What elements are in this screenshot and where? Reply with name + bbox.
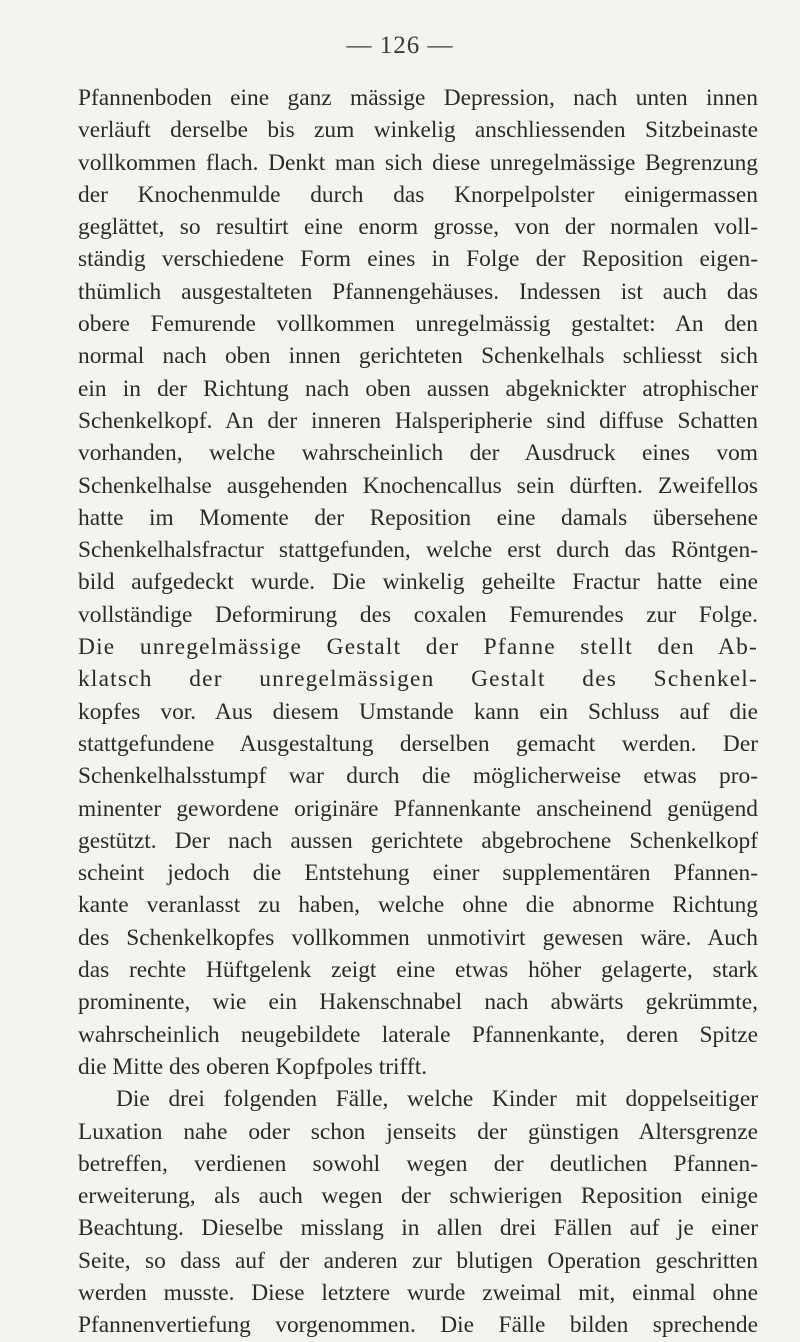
text-line: Pfannenboden eine ganz mässige Depression, nach unten innen: [78, 85, 758, 111]
text-line: thümlich ausgestalteten Pfannengehäuses. Indessen ist auch das: [78, 278, 758, 305]
text-line: werden musste. Diese letztere wurde zweimal mit, einmal ohne: [78, 1279, 758, 1306]
text-line: Pfannenvertiefung vorgenommen. Die Fälle bilden sprechende: [78, 1312, 758, 1339]
text-line: das rechte Hüftgelenk zeigt eine etwas höher gelagerte, stark: [78, 957, 758, 984]
text-line: die Mitte des oberen Kopfpoles trifft.: [78, 1053, 428, 1080]
text-line: des Schenkelkopfes vollkommen unmotivirt gewesen wäre. Auch: [78, 924, 758, 951]
text-line: vorhanden, welche wahrscheinlich der Ausdruck eines vom: [78, 440, 758, 467]
text-line: ständig verschiedene Form eines in Folge der Reposition eigen-: [78, 246, 758, 273]
text-line: Schenkelkopf. An der inneren Halsperipherie sind diffuse Schatten: [78, 407, 758, 434]
text-line: vollständige Deformirung des coxalen Femurendes zur Folge.: [78, 601, 758, 628]
text-line: vollkommen flach. Denkt man sich diese unregelmässige Begrenzung: [78, 149, 758, 176]
text-line: scheint jedoch die Entstehung einer supplementären Pfannen-: [78, 860, 758, 887]
text-line: obere Femurende vollkommen unregelmässig gestaltet: An den: [78, 311, 758, 338]
text-line: prominente, wie ein Hakenschnabel nach abwärts gekrümmte,: [78, 989, 758, 1016]
text-line: Luxation nahe oder schon jenseits der günstigen Altersgrenze: [78, 1118, 758, 1145]
text-line: gestützt. Der nach aussen gerichtete abgebrochene Schenkelkopf: [78, 827, 758, 854]
text-line: wahrscheinlich neugebildete laterale Pfannenkante, deren Spitze: [78, 1021, 758, 1048]
text-line: Die drei folgenden Fälle, welche Kinder mit doppelseitiger: [116, 1086, 758, 1113]
text-line: ein in der Richtung nach oben aussen abgeknickter atrophischer: [78, 375, 758, 402]
text-line: stattgefundene Ausgestaltung derselben gemacht werden. Der: [78, 730, 758, 757]
text-line: Beachtung. Dieselbe misslang in allen drei Fällen auf je einer: [78, 1215, 758, 1242]
text-line: klatsch der unregelmässigen Gestalt des Schenkel-: [78, 666, 758, 693]
text-line: der Knochenmulde durch das Knorpelpolster einigermassen: [78, 181, 758, 208]
text-line: Schenkelhalsfractur stattgefunden, welche erst durch das Röntgen-: [78, 537, 758, 564]
body-text: [78, 82, 758, 1342]
text-line: Schenkelhalsstumpf war durch die möglicherweise etwas pro-: [78, 763, 758, 790]
text-line: bild aufgedeckt wurde. Die winkelig geheilte Fractur hatte eine: [78, 569, 758, 596]
text-line: kopfes vor. Aus diesem Umstande kann ein Schluss auf die: [78, 698, 758, 725]
page-number-header: — 126 —: [346, 32, 454, 59]
text-line: kante veranlasst zu haben, welche ohne die abnorme Richtung: [78, 892, 758, 919]
text-line: hatte im Momente der Reposition eine damals übersehene: [78, 504, 758, 531]
text-line: minenter gewordene originäre Pfannenkante anscheinend genügend: [78, 795, 758, 822]
text-line: betreffen, verdienen sowohl wegen der deutlichen Pfannen-: [78, 1150, 758, 1177]
text-line: Schenkelhalse ausgehenden Knochencallus sein dürften. Zweifellos: [78, 472, 758, 499]
text-line: Seite, so dass auf der anderen zur blutigen Operation geschritten: [78, 1247, 758, 1274]
text-line: Die unregelmässige Gestalt der Pfanne stellt den Ab-: [78, 634, 758, 661]
text-line: erweiterung, als auch wegen der schwierigen Reposition einige: [78, 1183, 758, 1210]
text-line: geglättet, so resultirt eine enorm grosse, von der normalen voll-: [78, 214, 758, 241]
text-line: verläuft derselbe bis zum winkelig anschliessenden Sitzbeinaste: [78, 117, 758, 144]
text-line: normal nach oben innen gerichteten Schenkelhals schliesst sich: [78, 343, 758, 370]
